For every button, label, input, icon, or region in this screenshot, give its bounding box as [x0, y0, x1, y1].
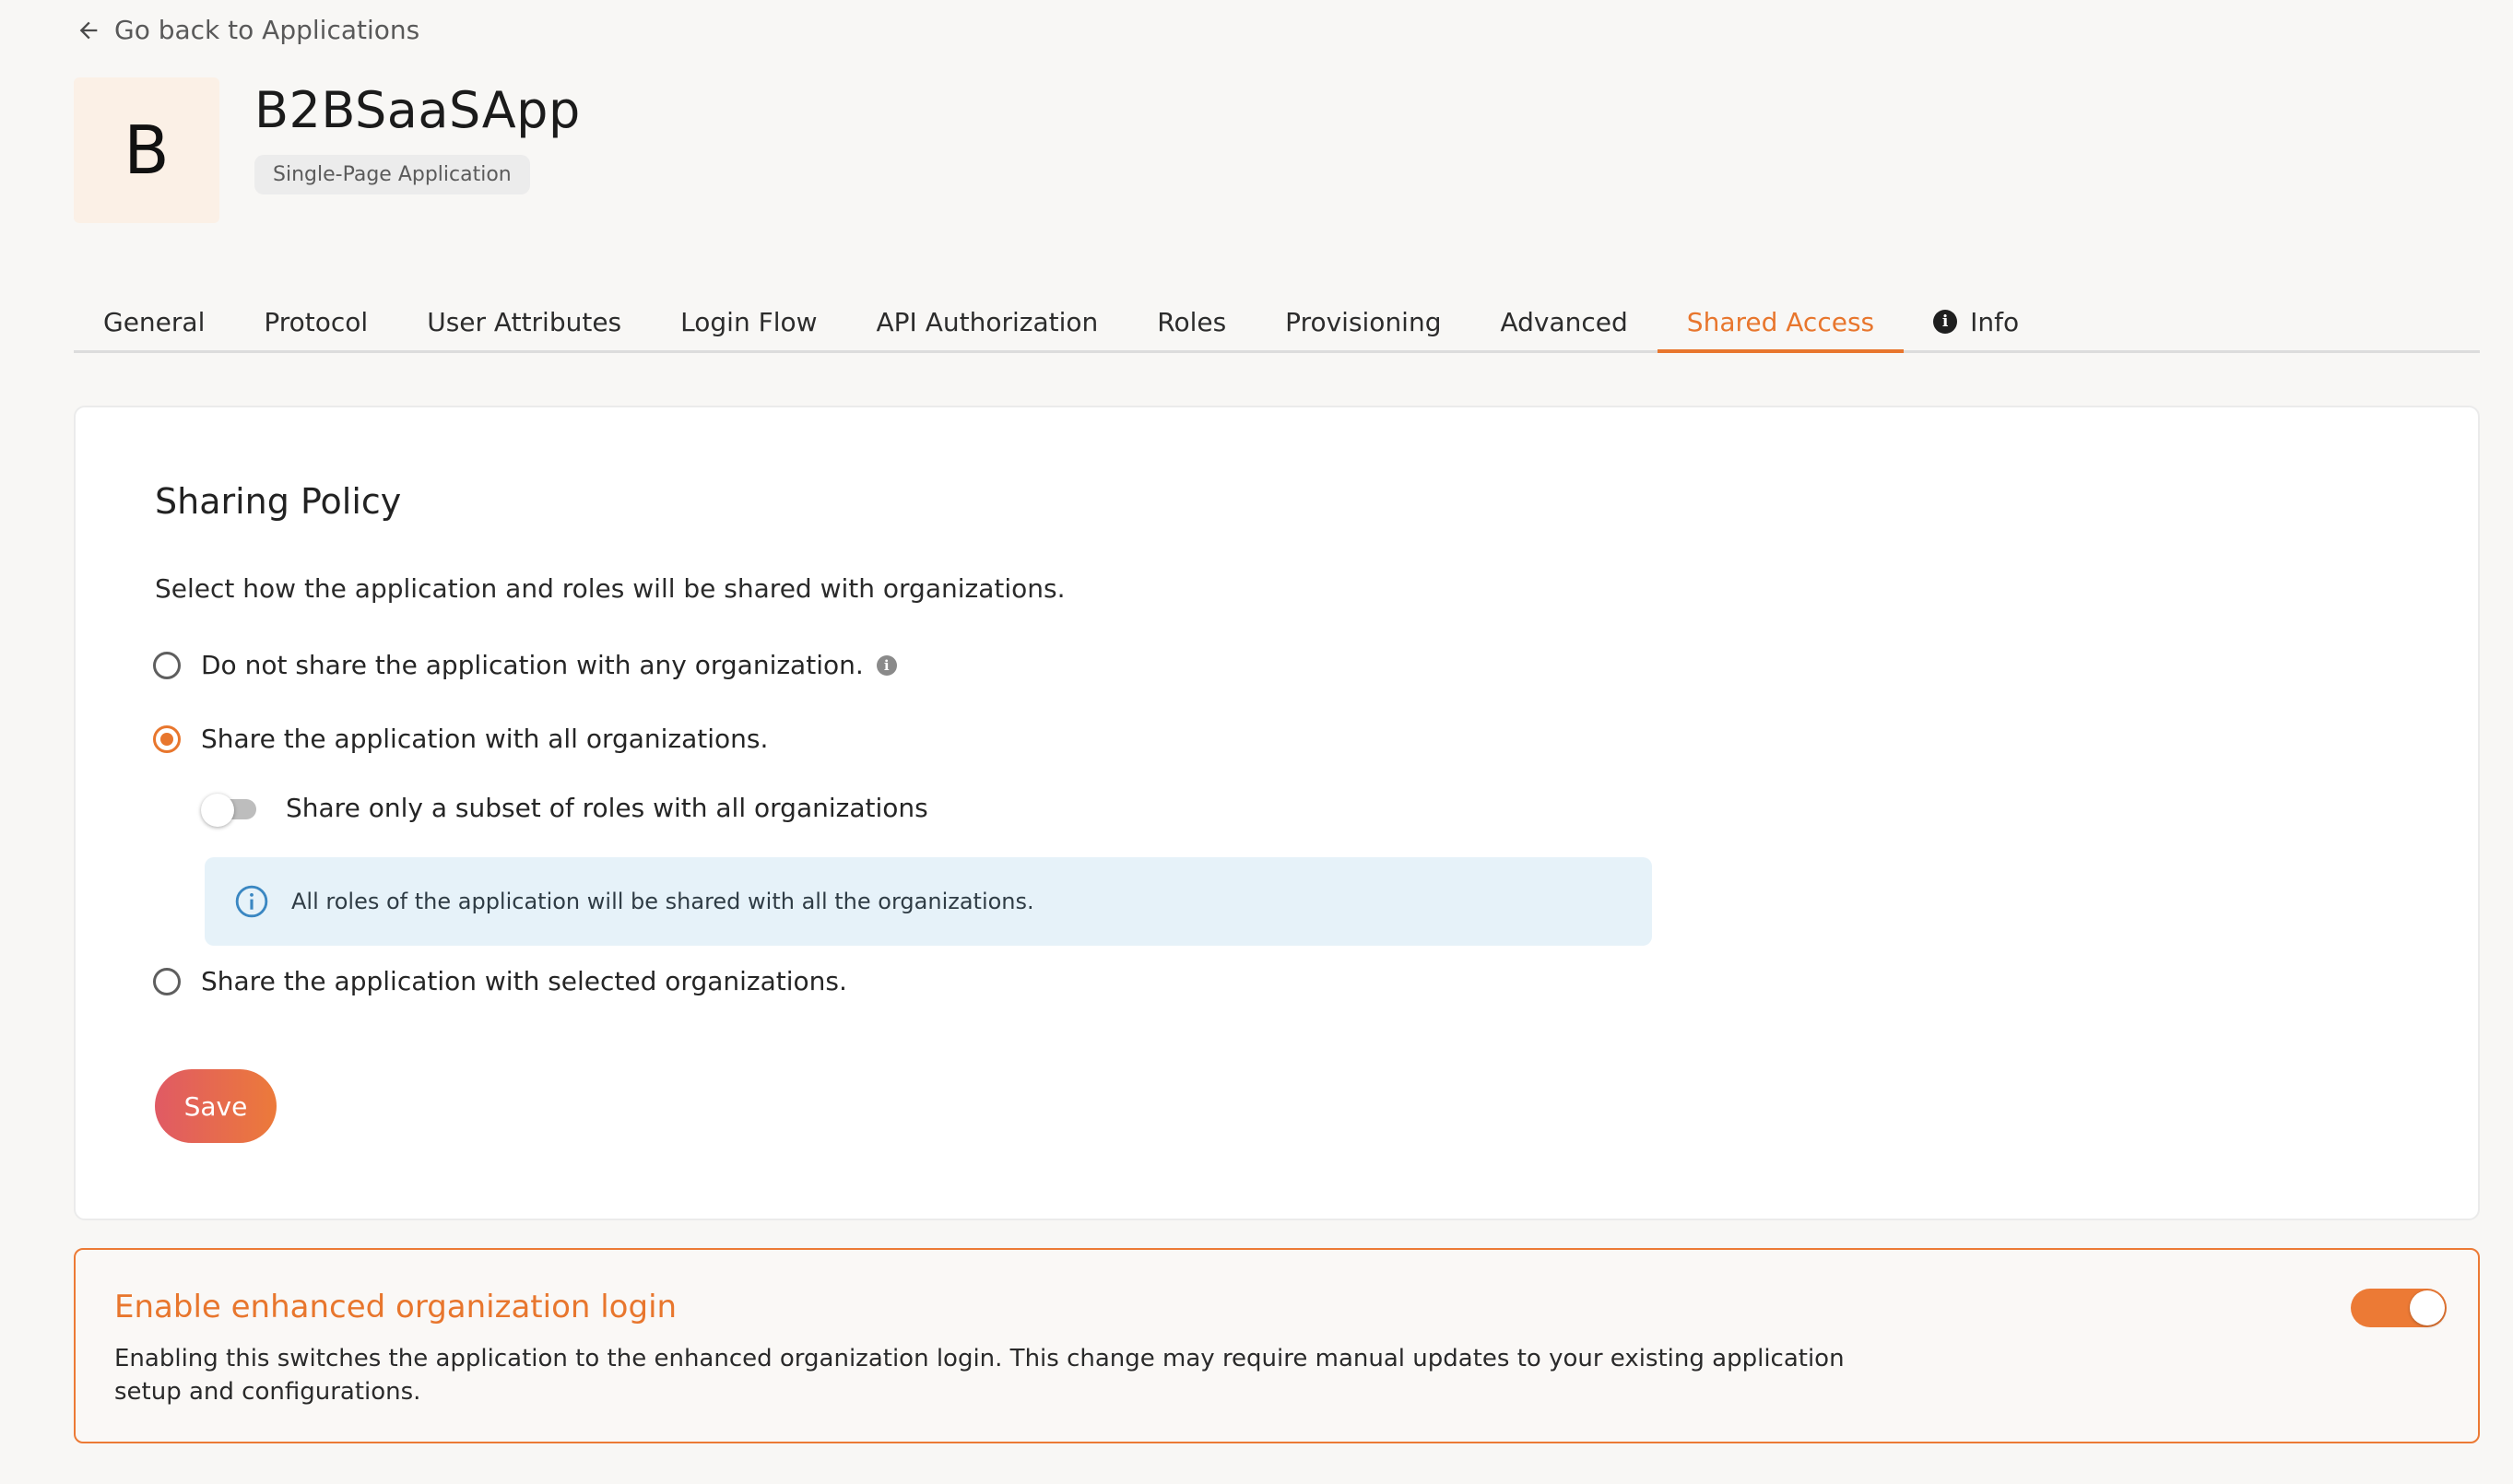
option-do-not-share[interactable]	[153, 650, 897, 680]
info-icon[interactable]: i	[877, 655, 897, 676]
info-banner	[205, 857, 1652, 946]
enhanced-login-card	[74, 1248, 2480, 1443]
tab-shared-access[interactable]: Shared Access	[1658, 293, 1904, 350]
tab-protocol[interactable]: Protocol	[264, 306, 369, 337]
app-avatar	[74, 77, 219, 223]
tab-roles[interactable]: Roles	[1157, 306, 1227, 337]
option-label: Share the application with all organizations.	[201, 724, 769, 754]
tab-api-authorization[interactable]: API Authorization	[876, 306, 1099, 337]
sharing-policy-card	[74, 406, 2480, 1220]
info-icon: i	[1933, 310, 1957, 334]
enhanced-login-description: Enabling this switches the application to the enhanced organization login. This change may require manual updates to your existing application setup and configurations.	[114, 1345, 1845, 1406]
save-button[interactable]: Save	[155, 1069, 277, 1143]
tab-advanced[interactable]: Advanced	[1500, 306, 1628, 337]
enhanced-login-toggle[interactable]	[2351, 1289, 2447, 1327]
subset-roles-row	[201, 793, 928, 823]
radio-unchecked[interactable]	[153, 968, 181, 995]
app-title: B2BSaaSApp	[254, 81, 581, 139]
radio-unchecked[interactable]	[153, 652, 181, 679]
tab-login-flow[interactable]: Login Flow	[680, 306, 818, 337]
arrow-left-icon	[76, 18, 101, 43]
back-link-label: Go back to Applications	[114, 15, 420, 45]
option-share-all[interactable]	[153, 724, 768, 754]
tab-bar	[74, 293, 2480, 353]
tab-provisioning[interactable]: Provisioning	[1285, 306, 1442, 337]
subset-roles-label: Share only a subset of roles with all organizations	[286, 793, 928, 823]
option-label: Share the application with selected organizations.	[201, 966, 847, 996]
tab-user-attributes[interactable]: User Attributes	[427, 306, 622, 337]
enhanced-login-title: Enable enhanced organization login	[114, 1289, 678, 1325]
tab-info[interactable]: i Info	[1904, 293, 2048, 350]
info-circle-icon	[234, 884, 269, 919]
back-to-applications-link[interactable]	[76, 15, 419, 45]
radio-checked[interactable]	[153, 725, 181, 753]
app-type-badge: Single-Page Application	[254, 155, 530, 194]
option-share-selected[interactable]	[153, 966, 847, 996]
tab-general[interactable]: General	[103, 306, 206, 337]
option-label: Do not share the application with any organization.	[201, 650, 864, 680]
info-banner-text: All roles of the application will be shared with all the organizations.	[291, 889, 1034, 914]
section-description: Select how the application and roles will be shared with organizations.	[155, 573, 1066, 604]
app-avatar-letter: B	[124, 112, 170, 189]
subset-roles-toggle[interactable]	[201, 794, 258, 823]
section-title: Sharing Policy	[155, 481, 402, 522]
